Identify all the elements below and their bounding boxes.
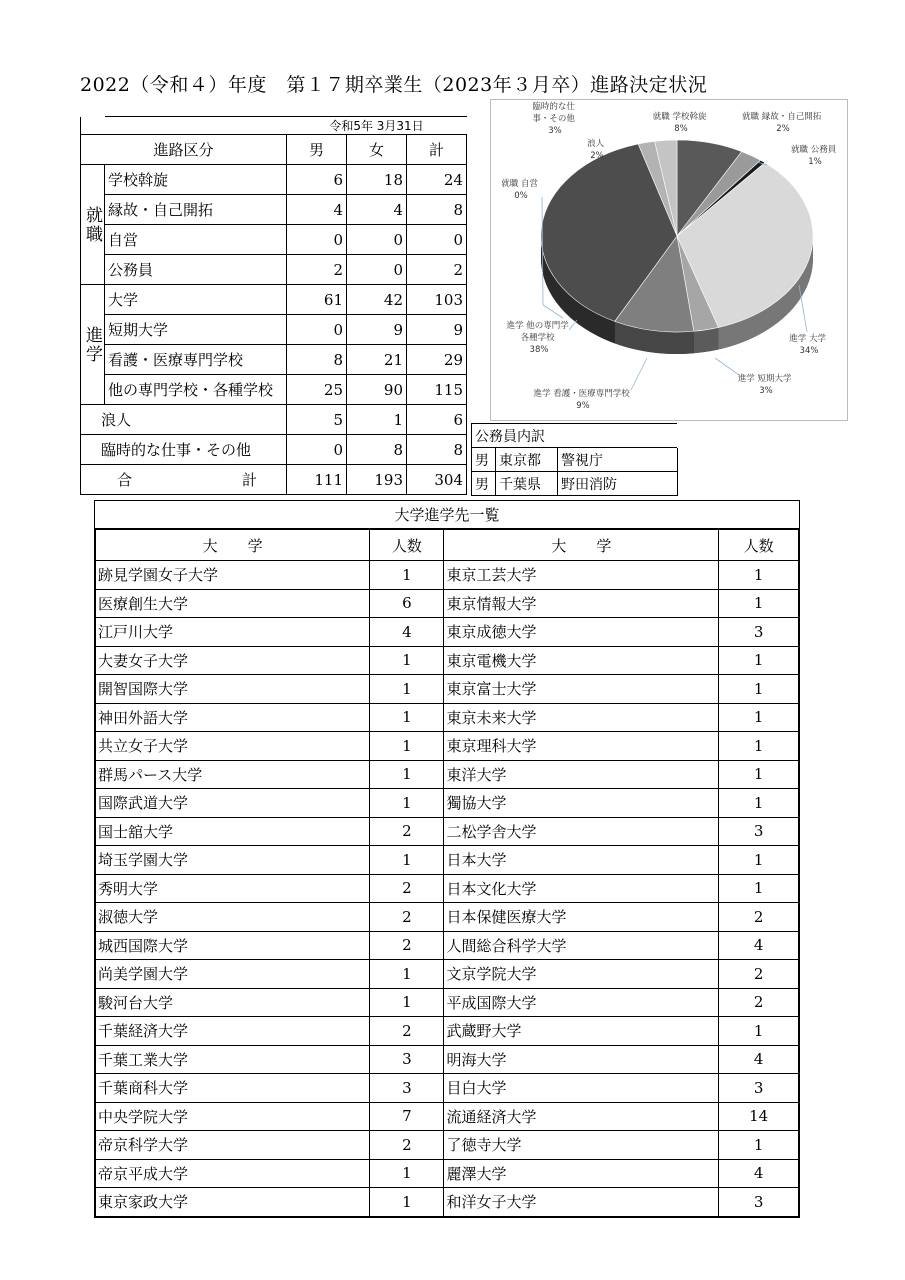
university-count: 4 xyxy=(719,1159,799,1188)
cell-male: 8 xyxy=(287,345,347,375)
university-count: 1 xyxy=(719,760,799,789)
university-count: 3 xyxy=(719,817,799,846)
university-count: 1 xyxy=(370,675,444,704)
cell-male: 0 xyxy=(287,315,347,345)
table-row xyxy=(81,195,467,225)
university-count: 1 xyxy=(370,960,444,989)
table-row xyxy=(95,789,799,818)
cell-female: 4 xyxy=(347,195,407,225)
table-row xyxy=(95,988,799,1017)
label-nursing: 進学 看護・医療専門学校 9% xyxy=(533,389,630,411)
table-row xyxy=(95,960,799,989)
university-count: 3 xyxy=(719,1074,799,1103)
university-name: 東京成徳大学 xyxy=(444,618,719,647)
header-university-right: 大 学 xyxy=(444,529,719,561)
cell-org: 警視庁 xyxy=(558,448,678,472)
pie-chart xyxy=(490,99,848,421)
university-name: 東京富士大学 xyxy=(444,675,719,704)
university-name: 群馬パース大学 xyxy=(95,760,370,789)
cell-male: 6 xyxy=(287,165,347,195)
university-name: 日本大学 xyxy=(444,846,719,875)
university-name: 目白大学 xyxy=(444,1074,719,1103)
label-school: 就職 学校斡旋 8% xyxy=(652,112,707,134)
university-name: 跡見学園女子大学 xyxy=(95,561,370,590)
cell-total: 29 xyxy=(407,345,467,375)
header-category: 進路区分 xyxy=(81,135,287,165)
university-list-body xyxy=(95,561,799,1217)
university-name: 千葉経済大学 xyxy=(95,1017,370,1046)
cell-total: 8 xyxy=(407,435,467,465)
table-row xyxy=(95,1045,799,1074)
table-row xyxy=(95,874,799,903)
label-ronin: 浪人 2% xyxy=(587,139,605,161)
cell-male: 5 xyxy=(287,405,347,435)
university-count: 1 xyxy=(370,703,444,732)
table-row xyxy=(95,903,799,932)
cell-male: 0 xyxy=(287,225,347,255)
label-civil: 就職 公務員 1% xyxy=(791,145,837,167)
university-count: 2 xyxy=(370,1131,444,1160)
row-label: 浪人 xyxy=(81,405,287,435)
university-count: 1 xyxy=(719,561,799,590)
leader-line-nursing xyxy=(631,358,647,390)
label-university: 進学 大学 34% xyxy=(789,334,826,356)
header-university-left: 大 学 xyxy=(95,529,370,561)
cell-total: 8 xyxy=(407,195,467,225)
university-name: 駿河台大学 xyxy=(95,988,370,1017)
civil-servant-table xyxy=(471,423,678,496)
row-label: 学校斡旋 xyxy=(105,165,287,195)
label-self: 就職 自営 0% xyxy=(501,179,538,201)
university-name: 城西国際大学 xyxy=(95,931,370,960)
university-count: 1 xyxy=(719,703,799,732)
civil-servant-title: 公務員内訳 xyxy=(472,424,678,448)
university-count: 1 xyxy=(370,732,444,761)
table-row xyxy=(81,315,467,345)
cell-male: 4 xyxy=(287,195,347,225)
university-count: 1 xyxy=(370,789,444,818)
university-name: 東京工芸大学 xyxy=(444,561,719,590)
page-title: 2022（令和４）年度 第１７期卒業生（2023年３月卒）進路決定状況 xyxy=(80,74,708,96)
university-name: 開智国際大学 xyxy=(95,675,370,704)
university-count: 1 xyxy=(370,1159,444,1188)
university-name: 国際武道大学 xyxy=(95,789,370,818)
table-row xyxy=(81,165,467,195)
cell-total: 6 xyxy=(407,405,467,435)
cell-female: 0 xyxy=(347,225,407,255)
career-stats-table xyxy=(80,116,467,495)
university-name: 帝京平成大学 xyxy=(95,1159,370,1188)
university-count: 2 xyxy=(370,1017,444,1046)
total-label-2: 計 xyxy=(242,471,258,489)
cell-gender: 男 xyxy=(472,472,496,496)
table-row xyxy=(95,1017,799,1046)
header-total: 計 xyxy=(407,135,467,165)
row-label: 自営 xyxy=(105,225,287,255)
cell-female: 0 xyxy=(347,255,407,285)
cell-female: 90 xyxy=(347,375,407,405)
university-name: 淑徳大学 xyxy=(95,903,370,932)
university-name: 文京学院大学 xyxy=(444,960,719,989)
table-row xyxy=(81,255,467,285)
cell-male: 0 xyxy=(287,435,347,465)
table-row xyxy=(81,345,467,375)
stats-date: 令和5年 3月31日 xyxy=(287,117,467,135)
university-count: 2 xyxy=(719,988,799,1017)
cell-female: 1 xyxy=(347,405,407,435)
university-name: 江戸川大学 xyxy=(95,618,370,647)
table-row xyxy=(95,618,799,647)
university-count: 2 xyxy=(719,960,799,989)
table-row xyxy=(95,675,799,704)
table-row xyxy=(95,1074,799,1103)
table-row xyxy=(472,448,678,472)
row-label: 大学 xyxy=(105,285,287,315)
university-name: 国士舘大学 xyxy=(95,817,370,846)
university-count: 1 xyxy=(719,874,799,903)
university-name: 和洋女子大学 xyxy=(444,1188,719,1217)
university-count: 1 xyxy=(719,646,799,675)
university-name: 尚美学園大学 xyxy=(95,960,370,989)
table-row xyxy=(81,285,467,315)
header-male: 男 xyxy=(287,135,347,165)
total-male: 111 xyxy=(287,465,347,495)
label-vocational: 進学 他の専門学 各種学校 38% xyxy=(506,321,569,355)
university-count: 2 xyxy=(370,931,444,960)
cell-female: 18 xyxy=(347,165,407,195)
table-row xyxy=(95,1102,799,1131)
university-count: 7 xyxy=(370,1102,444,1131)
university-count: 2 xyxy=(370,874,444,903)
pie-slice-side xyxy=(694,327,719,353)
university-count: 1 xyxy=(370,1188,444,1217)
university-name: 千葉工業大学 xyxy=(95,1045,370,1074)
university-count: 6 xyxy=(370,589,444,618)
cell-pref: 千葉県 xyxy=(496,472,558,496)
group-employment: 就職 xyxy=(81,165,105,285)
university-name: 流通経済大学 xyxy=(444,1102,719,1131)
university-count: 14 xyxy=(719,1102,799,1131)
total-female: 193 xyxy=(347,465,407,495)
university-name: 獨協大学 xyxy=(444,789,719,818)
table-row xyxy=(95,703,799,732)
university-count: 3 xyxy=(370,1045,444,1074)
label-otherwork: 臨時的な仕 事・その他 3% xyxy=(532,102,575,136)
university-count: 1 xyxy=(719,589,799,618)
university-name: 大妻女子大学 xyxy=(95,646,370,675)
total-row xyxy=(81,465,467,495)
university-count: 3 xyxy=(370,1074,444,1103)
university-name: 日本文化大学 xyxy=(444,874,719,903)
university-name: 東京理科大学 xyxy=(444,732,719,761)
cell-female: 21 xyxy=(347,345,407,375)
row-label: 短期大学 xyxy=(105,315,287,345)
university-name: 東京未来大学 xyxy=(444,703,719,732)
cell-male: 2 xyxy=(287,255,347,285)
table-row xyxy=(95,1131,799,1160)
university-name: 日本保健医療大学 xyxy=(444,903,719,932)
university-name: 東京家政大学 xyxy=(95,1188,370,1217)
university-count: 4 xyxy=(719,1045,799,1074)
table-row xyxy=(95,646,799,675)
cell-pref: 東京都 xyxy=(496,448,558,472)
table-row xyxy=(95,589,799,618)
cell-total: 9 xyxy=(407,315,467,345)
university-count: 4 xyxy=(370,618,444,647)
row-label: 他の専門学校・各種学校 xyxy=(105,375,287,405)
university-name: 二松学舎大学 xyxy=(444,817,719,846)
cell-total: 2 xyxy=(407,255,467,285)
table-row xyxy=(81,375,467,405)
university-name: 中央学院大学 xyxy=(95,1102,370,1131)
table-row xyxy=(95,1188,799,1217)
cell-org: 野田消防 xyxy=(558,472,678,496)
cell-male: 61 xyxy=(287,285,347,315)
table-row xyxy=(95,760,799,789)
cell-gender: 男 xyxy=(472,448,496,472)
university-count: 1 xyxy=(370,561,444,590)
university-count: 1 xyxy=(370,646,444,675)
pie-chart-svg xyxy=(491,100,847,420)
label-connection: 就職 縁故・自己開拓 2% xyxy=(742,112,822,134)
university-count: 4 xyxy=(719,931,799,960)
total-label-1: 合 xyxy=(117,471,133,489)
header-count-left: 人数 xyxy=(370,529,444,561)
university-name: 東京情報大学 xyxy=(444,589,719,618)
cell-male: 25 xyxy=(287,375,347,405)
university-list-table xyxy=(94,528,800,1218)
table-row xyxy=(81,225,467,255)
university-count: 1 xyxy=(719,675,799,704)
university-count: 1 xyxy=(370,846,444,875)
cell-female: 9 xyxy=(347,315,407,345)
table-row xyxy=(95,1159,799,1188)
total-all: 304 xyxy=(407,465,467,495)
university-name: 東京電機大学 xyxy=(444,646,719,675)
leader-line-junior xyxy=(715,358,739,375)
table-row xyxy=(95,931,799,960)
university-name: 平成国際大学 xyxy=(444,988,719,1017)
table-row xyxy=(81,405,467,435)
university-count: 2 xyxy=(370,817,444,846)
table-row xyxy=(95,846,799,875)
university-name: 東洋大学 xyxy=(444,760,719,789)
total-label xyxy=(81,465,287,495)
university-name: 了徳寺大学 xyxy=(444,1131,719,1160)
group-study: 進学 xyxy=(81,285,105,405)
cell-total: 115 xyxy=(407,375,467,405)
university-count: 1 xyxy=(719,1131,799,1160)
university-count: 1 xyxy=(719,732,799,761)
row-label: 縁故・自己開拓 xyxy=(105,195,287,225)
university-count: 2 xyxy=(370,903,444,932)
university-name: 千葉商科大学 xyxy=(95,1074,370,1103)
university-count: 1 xyxy=(370,760,444,789)
cell-total: 103 xyxy=(407,285,467,315)
university-name: 共立女子大学 xyxy=(95,732,370,761)
table-row xyxy=(95,561,799,590)
university-list-title: 大学進学先一覧 xyxy=(94,500,800,528)
table-row xyxy=(95,732,799,761)
university-name: 人間総合科学大学 xyxy=(444,931,719,960)
university-count: 1 xyxy=(719,789,799,818)
university-name: 帝京科学大学 xyxy=(95,1131,370,1160)
cell-female: 8 xyxy=(347,435,407,465)
label-junior: 進学 短期大学 3% xyxy=(737,374,792,396)
pie-top-layer xyxy=(541,140,813,332)
row-label: 看護・医療専門学校 xyxy=(105,345,287,375)
cell-total: 24 xyxy=(407,165,467,195)
university-name: 麗澤大学 xyxy=(444,1159,719,1188)
cell-female: 42 xyxy=(347,285,407,315)
university-name: 明海大学 xyxy=(444,1045,719,1074)
university-count: 3 xyxy=(719,1188,799,1217)
header-count-right: 人数 xyxy=(719,529,799,561)
university-name: 神田外語大学 xyxy=(95,703,370,732)
university-name: 埼玉学園大学 xyxy=(95,846,370,875)
university-count: 1 xyxy=(370,988,444,1017)
table-row xyxy=(95,817,799,846)
university-count: 1 xyxy=(719,1017,799,1046)
university-count: 2 xyxy=(719,903,799,932)
university-name: 医療創生大学 xyxy=(95,589,370,618)
table-row xyxy=(472,472,678,496)
row-label: 公務員 xyxy=(105,255,287,285)
university-count: 1 xyxy=(719,846,799,875)
header-female: 女 xyxy=(347,135,407,165)
row-label: 臨時的な仕事・その他 xyxy=(81,435,287,465)
university-count: 3 xyxy=(719,618,799,647)
university-name: 武蔵野大学 xyxy=(444,1017,719,1046)
university-name: 秀明大学 xyxy=(95,874,370,903)
cell-total: 0 xyxy=(407,225,467,255)
table-row xyxy=(81,435,467,465)
